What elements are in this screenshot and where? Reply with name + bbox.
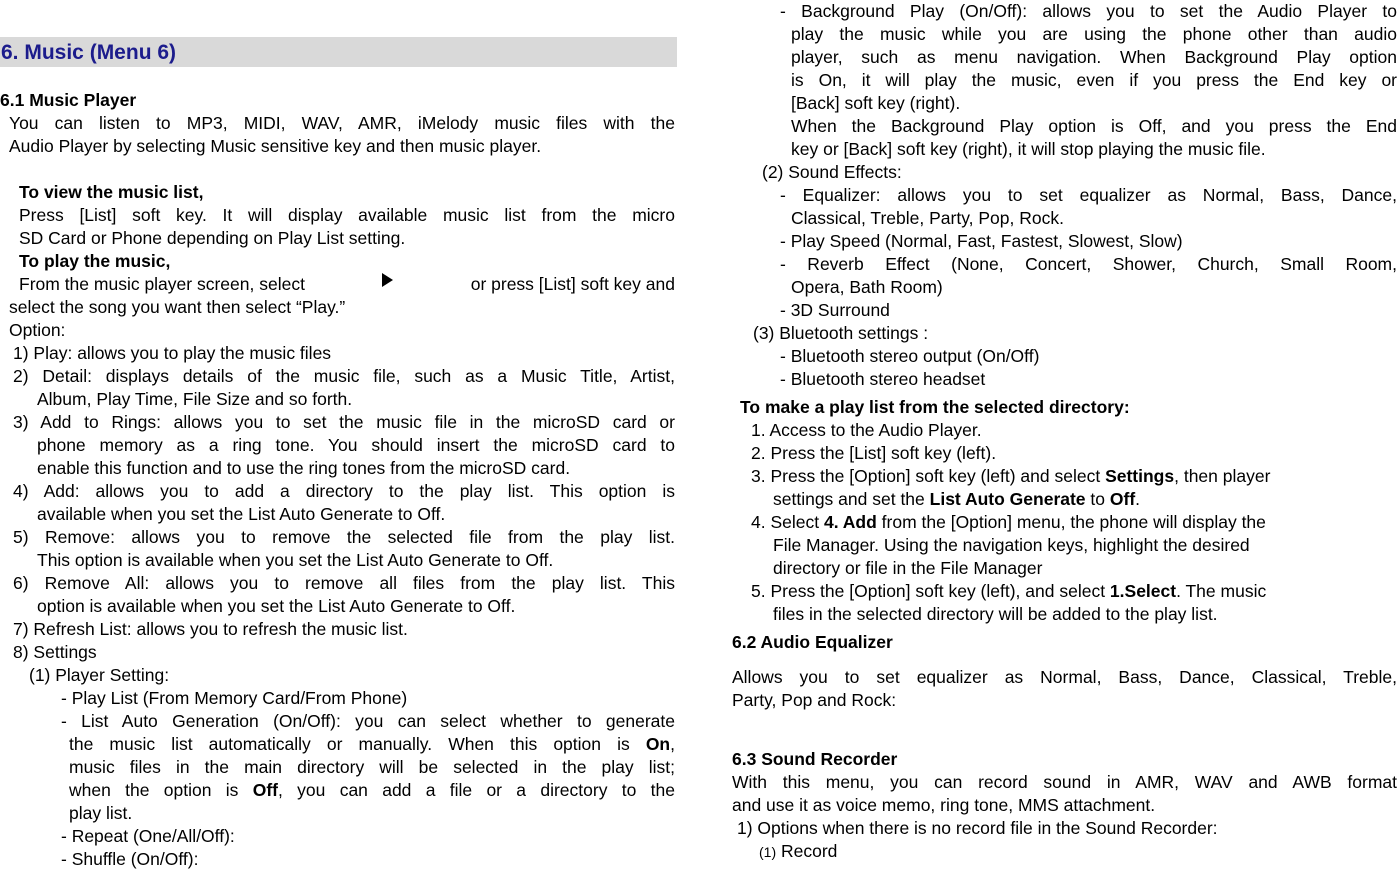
sound-recorder-line-2: and use it as voice memo, ring tone, MMS attachment. [732,795,1156,815]
sound-recorder-option-1: 1) Options when there is no record file in the Sound Recorder: [737,818,1218,838]
option-3-line-3: enable this function and to use the ring tones from the microSD card. [37,458,571,478]
view-list-line-2: SD Card or Phone depending on Play List setting. [19,228,406,248]
mk3-lag-bold: List Auto Generate [929,489,1086,509]
mk3-text-b: , then player [1174,466,1271,486]
mk3-text-c: settings and set the [773,489,930,509]
sound-recorder-line-1: With this menu, you can record sound in AMR, WAV and AWB format [732,772,1397,792]
bg-play-line-4: is On, it will play the music, even if you press the End key or [791,70,1397,90]
intro-line-2: Audio Player by selecting Music sensitive key and then music player. [9,136,542,156]
player-setting-repeat: - Repeat (One/All/Off): [61,826,235,846]
make-step-3-line-1 [751,465,1270,488]
list-auto-gen-line-2 [69,733,675,756]
option-7: 7) Refresh List: allows you to refresh the music list. [13,619,408,639]
surround-3d: - 3D Surround [780,300,890,320]
subsection-title-6-3: 6.3 Sound Recorder [732,749,898,769]
sound-effects-label: (2) Sound Effects: [762,162,902,182]
audio-eq-line-2: Party, Pop and Rock: [732,690,897,710]
option-8: 8) Settings [13,642,97,662]
lag-on-bold: On [645,734,671,754]
bluetooth-headset: - Bluetooth stereo headset [780,369,986,389]
option-label: Option: [9,320,66,340]
play-music-line-1 [19,273,675,296]
play-music-line-2: select the song you want then select “Play.” [9,297,346,317]
make-step-5-line-1 [751,580,1266,603]
option-5-line-2: This option is available when you set the List Auto Generate to Off. [37,550,554,570]
mk3-text-e: . [1135,489,1141,509]
list-auto-gen-line-1: - List Auto Generation (On/Off): you can select whether to generate [61,711,675,731]
bg-play-line-2: play the music while you are using the phone other than audio [791,24,1397,44]
make-step-4-line-2: File Manager. Using the navigation keys, highlight the desired [773,535,1250,555]
view-list-title: To view the music list, [19,182,204,202]
player-setting-play-list: - Play List (From Memory Card/From Phone) [61,688,408,708]
mk4-text-a: 4. Select [751,512,824,532]
lag-text-a: the music list automatically or manually. When this option is [69,734,646,754]
bg-play-line-1: - Background Play (On/Off): allows you to set the Audio Player to [780,1,1397,21]
mk4-text-b: from the [Option] menu, the phone will display the [876,512,1266,532]
list-auto-gen-line-3: music files in the main directory will be selected in the play list; [69,757,675,777]
equalizer-line-1: - Equalizer: allows you to set equalizer as Normal, Bass, Dance, [780,185,1397,205]
play-triangle-icon [382,273,393,287]
mk3-text-d: to [1085,489,1110,509]
bluetooth-output: - Bluetooth stereo output (On/Off) [780,346,1040,366]
lag-off-bold: Off [252,780,278,800]
subsection-title-6-1: 6.1 Music Player [0,90,137,110]
record-label: Record [776,841,838,861]
option-4-line-2: available when you set the List Auto Generate to Off. [37,504,446,524]
player-setting-label: (1) Player Setting: [29,665,170,685]
equalizer-line-2: Classical, Treble, Party, Pop, Rock. [791,208,1064,228]
make-step-4-line-1 [751,511,1266,534]
play-speed: - Play Speed (Normal, Fast, Fastest, Slowest, Slow) [780,231,1183,251]
play-music-title: To play the music, [19,251,171,271]
reverb-line-1: - Reverb Effect (None, Concert, Shower, Church, Small Room, [780,254,1397,274]
mk5-select-bold: 1.Select [1109,581,1177,601]
option-4-line-1: 4) Add: allows you to add a directory to the play list. This option is [13,481,675,501]
subsection-title-6-2: 6.2 Audio Equalizer [732,632,893,652]
option-3-line-1: 3) Add to Rings: allows you to set the music file in the microSD card or [13,412,675,432]
play-line-part-a: From the music player screen, select [19,274,305,294]
bg-play-line-6: When the Background Play option is Off, and you press the End [791,116,1397,136]
intro-line-1: You can listen to MP3, MIDI, WAV, AMR, iMelody music files with the [9,113,675,133]
mk3-off-bold: Off [1109,489,1136,509]
player-setting-shuffle: - Shuffle (On/Off): [61,849,199,869]
section-title: 6. Music (Menu 6) [1,41,177,64]
mk3-text-a: 3. Press the [Option] soft key (left) and select [751,466,1106,486]
view-list-line-1: Press [List] soft key. It will display available music list from the micro [19,205,675,225]
make-step-5-line-2: files in the selected directory will be added to the play list. [773,604,1218,624]
play-line-part-b: or press [List] soft key and [470,274,675,294]
option-2-line-2: Album, Play Time, File Size and so forth. [37,389,353,409]
reverb-line-2: Opera, Bath Room) [791,277,943,297]
list-auto-gen-line-4 [69,779,675,802]
make-step-4-line-3: directory or file in the File Manager [773,558,1043,578]
make-step-3-line-2 [773,488,1140,511]
mk3-settings-bold: Settings [1105,466,1175,486]
mk4-add-bold: 4. Add [823,512,877,532]
make-step-1: 1. Access to the Audio Player. [751,420,982,440]
bg-play-line-7: key or [Back] soft key (right), it will stop playing the music file. [791,139,1266,159]
option-6-line-1: 6) Remove All: allows you to remove all files from the play list. This [13,573,675,593]
option-6-line-2: option is available when you set the List Auto Generate to Off. [37,596,516,616]
option-1: 1) Play: allows you to play the music files [13,343,332,363]
bg-play-line-5: [Back] soft key (right). [791,93,961,113]
option-5-line-1: 5) Remove: allows you to remove the selected file from the play list. [13,527,675,547]
option-3-line-2: phone memory as a ring tone. You should insert the microSD card to [37,435,675,455]
mk5-text-b: . The music [1176,581,1267,601]
make-step-2: 2. Press the [List] soft key (left). [751,443,997,463]
list-auto-gen-line-5: play list. [69,803,133,823]
lag-text-c: when the option is [69,780,253,800]
record-number: (1) [759,844,777,860]
audio-eq-line-1: Allows you to set equalizer as Normal, Bass, Dance, Classical, Treble, [732,667,1397,687]
mk5-text-a: 5. Press the [Option] soft key (left), and select [751,581,1110,601]
make-playlist-title: To make a play list from the selected directory: [740,397,1130,417]
lag-text-b: , [670,734,675,754]
sound-recorder-record [759,840,837,864]
lag-text-d: , you can add a file or a directory to the [278,780,675,800]
option-2-line-1: 2) Detail: displays details of the music file, such as a Music Title, Artist, [13,366,675,386]
bluetooth-label: (3) Bluetooth settings : [753,323,929,343]
bg-play-line-3: player, such as menu navigation. When Background Play option [791,47,1397,67]
